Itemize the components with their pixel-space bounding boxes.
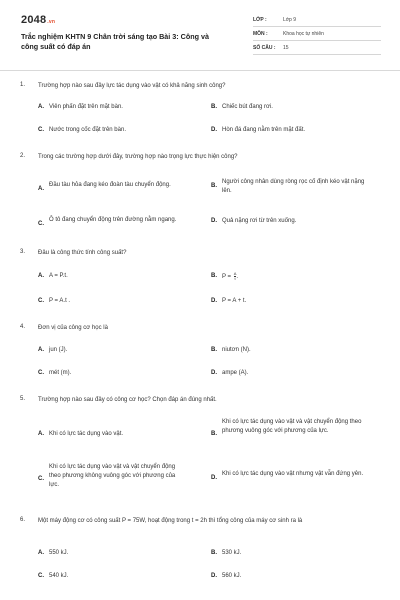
fraction-denominator: t xyxy=(234,276,236,281)
option-text: jun (J). xyxy=(49,347,68,353)
header-divider xyxy=(0,70,400,71)
option-letter: B. xyxy=(211,347,217,353)
option-letter: C. xyxy=(38,573,44,579)
option-letter: C. xyxy=(38,298,44,304)
option-letter: D. xyxy=(211,573,217,579)
option-letter: D. xyxy=(211,475,217,481)
meta-value: Lớp 9 xyxy=(283,17,297,23)
question-number: 2. xyxy=(20,153,26,159)
option-text: Khi có lực tác dụng vào vật nhưng vật vẫn đứng yên. xyxy=(222,471,364,477)
option-letter: D. xyxy=(211,218,217,224)
site-logo[interactable] xyxy=(21,14,55,26)
meta-count xyxy=(253,43,381,55)
option-text: Nước trong cốc đặt trên bàn. xyxy=(49,127,126,133)
question-stem: Trường hợp nào sau đây có công cơ học? Chọn đáp án đúng nhất. xyxy=(38,397,217,403)
meta-key: LỚP : xyxy=(253,17,267,23)
option-letter: D. xyxy=(211,127,217,133)
option-text: 560 kJ. xyxy=(222,573,242,579)
document-title: Trắc nghiệm KHTN 9 Chân trời sáng tạo Bài 3: Công và công suất có đáp án xyxy=(21,32,210,51)
option-text: Khi có lực tác dụng vào vật và vật chuyển động theo phương vuông góc với phương của lực. xyxy=(222,419,362,434)
option-letter: C. xyxy=(38,127,44,133)
question-number: 4. xyxy=(20,324,26,330)
question-number: 6. xyxy=(20,517,26,523)
option-text: Khi có lực tác dụng vào vật và vật chuyển động theo phương không vuông góc với phương của lực. xyxy=(49,464,176,488)
question-number: 1. xyxy=(20,82,26,88)
option-letter: D. xyxy=(211,370,217,376)
option-letter: A. xyxy=(38,104,44,110)
question-stem: Trong các trường hợp dưới đây, trường hợp nào trọng lực thực hiện công? xyxy=(38,154,238,160)
option-letter: D. xyxy=(211,298,217,304)
formula-lhs: P = xyxy=(222,274,232,281)
option-letter: A. xyxy=(38,431,44,437)
option-letter: B. xyxy=(211,104,217,110)
fraction-numerator: A xyxy=(233,271,237,276)
option-letter: C. xyxy=(38,476,44,482)
option-letter: A. xyxy=(38,347,44,353)
option-text: 550 kJ. xyxy=(49,550,69,556)
option-letter: C. xyxy=(38,370,44,376)
option-text: P = A.t . xyxy=(49,298,71,304)
option-text: Chiếc bút đang rơi. xyxy=(222,104,273,110)
option-text: Hòn đá đang nằm trên mặt đất. xyxy=(222,127,306,133)
logo-main: 2048 xyxy=(21,14,47,26)
meta-key: SỐ CÂU : xyxy=(253,45,276,51)
question-number: 3. xyxy=(20,249,26,255)
option-letter: A. xyxy=(38,186,44,192)
option-text: Ô tô đang chuyển động trên đường nằm ngang. xyxy=(49,217,177,223)
option-letter: B. xyxy=(211,273,217,279)
option-letter: B. xyxy=(211,431,217,437)
option-letter: C. xyxy=(38,221,44,227)
option-text: Quả nặng rơi từ trên xuống. xyxy=(222,218,297,224)
option-text: Khi có lực tác dụng vào vật. xyxy=(49,431,124,437)
option-text: 540 kJ. xyxy=(49,573,69,579)
option-text: mét (m). xyxy=(49,370,72,376)
option-text: Người công nhân dùng ròng rọc cố định kéo vật nặng lên. xyxy=(222,179,365,194)
meta-value: 15 xyxy=(283,45,289,51)
option-text: P = A + t. xyxy=(222,298,247,304)
meta-subject xyxy=(253,29,381,41)
option-text xyxy=(222,272,357,282)
option-text: A = P.t. xyxy=(49,273,68,279)
logo-suffix: .vn xyxy=(47,19,56,25)
option-text: ampe (A). xyxy=(222,370,249,376)
option-letter: A. xyxy=(38,273,44,279)
meta-key: MÔN : xyxy=(253,31,268,37)
option-letter: B. xyxy=(211,183,217,189)
option-letter: A. xyxy=(38,550,44,556)
question-stem: Đâu là công thức tính công suất? xyxy=(38,250,127,256)
option-text: 530 kJ. xyxy=(222,550,242,556)
meta-grade xyxy=(253,15,381,27)
question-number: 5. xyxy=(20,396,26,402)
header xyxy=(0,0,400,70)
question-stem: Trường hợp nào sau đây lực tác dụng vào vật có khả năng sinh công? xyxy=(38,83,226,89)
option-text: Viên phấn đặt trên mặt bàn. xyxy=(49,104,123,110)
question-stem: Một máy động cơ có công suất P = 75W, hoạt động trong t = 2h thì tổng công của máy cơ sinh ra là xyxy=(38,518,303,524)
option-text: Đầu tàu hỏa đang kéo đoàn tàu chuyển động. xyxy=(49,182,171,188)
meta-value: Khoa học tự nhiên xyxy=(283,31,324,37)
question-stem: Đơn vị của công cơ học là xyxy=(38,325,108,331)
option-letter: B. xyxy=(211,550,217,556)
formula-tail: . xyxy=(236,274,239,281)
option-text: niutơn (N). xyxy=(222,347,251,353)
